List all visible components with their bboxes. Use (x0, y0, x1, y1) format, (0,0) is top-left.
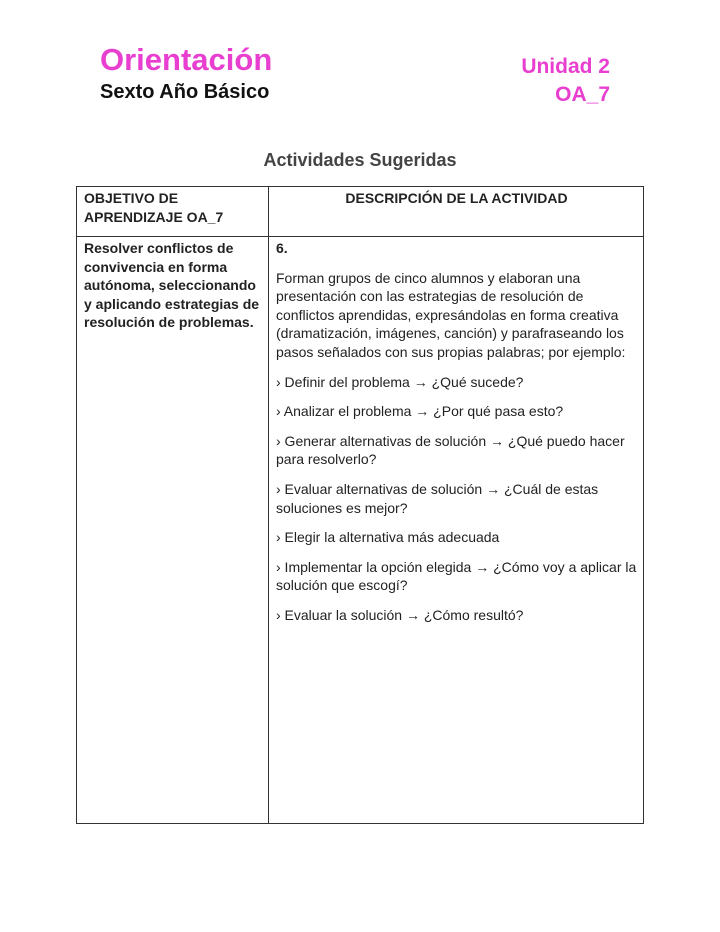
unit-block (521, 53, 610, 109)
table-row (77, 237, 644, 824)
objective-code: OA_7 (555, 83, 610, 106)
activity-intro: Forman grupos de cinco alumnos y elaboran una presentación con las estrategias de resolución de conflictos aprendidas, expresándolas en forma creativa (dramatización, imágenes, canción) y parafraseando los pasos señalados con sus propias palabras; por ejemplo: (276, 269, 626, 360)
objective-cell: Resolver conflictos de convivencia en forma autónoma, seleccionando y aplicando estrategias de resolución de problemas. (77, 237, 269, 824)
step-item: › Evaluar alternativas de solución → ¿Cuál de estas soluciones es mejor? (276, 480, 599, 516)
grade-subtitle: Sexto Año Básico (100, 81, 270, 103)
step-item: › Generar alternativas de solución → ¿Qué puedo hacer para resolverlo? (276, 432, 625, 468)
subject-title: Orientación (100, 42, 273, 77)
unit-label: Unidad 2 (521, 55, 610, 78)
step-item: › Definir del problema → ¿Qué sucede? (276, 373, 524, 390)
step-item: › Analizar el problema → ¿Por qué pasa esto? (276, 403, 564, 420)
activity-cell (269, 237, 644, 824)
table-header-row (77, 187, 644, 237)
activity-number: 6. (276, 240, 288, 256)
step-item: › Evaluar la solución → ¿Cómo resultó? (276, 606, 524, 623)
col2-header: DESCRIPCIÓN DE LA ACTIVIDAD (269, 187, 644, 237)
activities-table (76, 186, 644, 824)
section-title: Actividades Sugeridas (263, 150, 457, 170)
step-item: › Implementar la opción elegida → ¿Cómo voy a aplicar la solución que escogí? (276, 558, 637, 594)
step-item: › Elegir la alternativa más adecuada (276, 529, 500, 546)
col1-header: OBJETIVO DE APRENDIZAJE OA_7 (77, 187, 269, 237)
